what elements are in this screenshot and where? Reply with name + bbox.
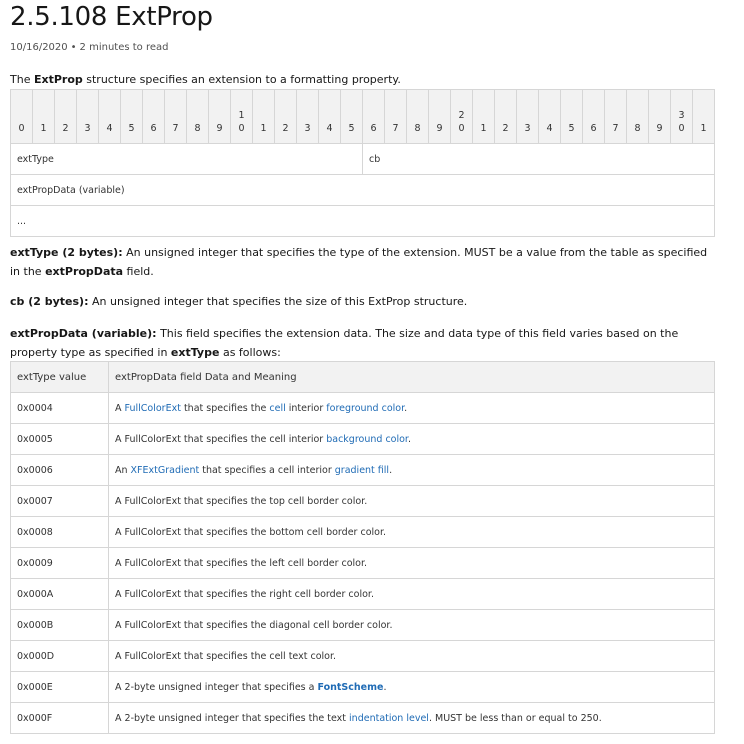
- bit-number: [341, 90, 363, 144]
- exttype-value-cell: 0x000A: [11, 579, 109, 610]
- bit-row-3: [11, 206, 715, 237]
- reference-link[interactable]: FullColorExt: [124, 402, 181, 414]
- field-ellipsis: ...: [11, 206, 715, 237]
- meaning-cell: [109, 579, 715, 610]
- bit-tens-digit: [495, 110, 516, 123]
- table-row: [11, 517, 715, 548]
- bit-number: [473, 90, 495, 144]
- cb-text: An unsigned integer that specifies the size of this ExtProp structure.: [88, 295, 468, 308]
- meaning-text: .: [383, 681, 387, 693]
- bit-ones-digit: 7: [612, 123, 619, 134]
- meaning-text: A 2-byte unsigned integer that specifies a: [115, 681, 318, 693]
- exttype-value-cell: 0x0009: [11, 548, 109, 579]
- bit-number: [275, 90, 297, 144]
- meaning-cell: [109, 393, 715, 424]
- bit-number: [187, 90, 209, 144]
- bit-number: [297, 90, 319, 144]
- bit-tens-digit: [561, 110, 582, 123]
- table-row: [11, 393, 715, 424]
- bit-ones-digit: 3: [524, 123, 531, 134]
- bit-number: [385, 90, 407, 144]
- bit-ones-digit: 2: [62, 123, 69, 134]
- reference-link[interactable]: cell: [269, 402, 286, 414]
- meaning-cell: [109, 517, 715, 548]
- bit-tens-digit: [187, 110, 208, 123]
- meaning-cell: [109, 703, 715, 734]
- values-header-row: [11, 362, 715, 393]
- bit-number: [605, 90, 627, 144]
- bit-ones-digit: 9: [216, 123, 223, 134]
- meaning-cell: [109, 610, 715, 641]
- bit-tens-digit: [121, 110, 142, 123]
- bit-ones-digit: 8: [414, 123, 421, 134]
- bit-number: [77, 90, 99, 144]
- bit-tens-digit: [363, 110, 384, 123]
- bit-number: [319, 90, 341, 144]
- bit-number: [55, 90, 77, 144]
- exttype-values-table: [10, 361, 715, 734]
- bit-ones-digit: 0: [678, 123, 685, 134]
- table-row: [11, 672, 715, 703]
- exttype-value-cell: 0x0007: [11, 486, 109, 517]
- bit-number: [693, 90, 715, 144]
- bit-ones-digit: 1: [700, 123, 707, 134]
- bit-ones-digit: 0: [238, 123, 245, 134]
- bit-ones-digit: 8: [194, 123, 201, 134]
- bit-tens-digit: [385, 110, 406, 123]
- col-header-value: extType value: [11, 362, 109, 393]
- extpropdata-term: extPropData (variable):: [10, 327, 157, 340]
- bit-tens-digit: [209, 110, 230, 123]
- meaning-text: that specifies a cell interior: [199, 464, 335, 476]
- meaning-text: A FullColorExt that specifies the left cell border color.: [115, 557, 368, 569]
- bit-ones-digit: 1: [480, 123, 487, 134]
- bit-tens-digit: [539, 110, 560, 123]
- exttype-value-cell: 0x0005: [11, 424, 109, 455]
- bit-tens-digit: [319, 110, 340, 123]
- exttype-value-cell: 0x0008: [11, 517, 109, 548]
- field-exttype: extType: [11, 144, 363, 175]
- meaning-text: A FullColorExt that specifies the right cell border color.: [115, 588, 374, 600]
- bit-number: [99, 90, 121, 144]
- cb-term: cb (2 bytes):: [10, 295, 89, 308]
- bit-ones-digit: 4: [546, 123, 553, 134]
- table-row: [11, 548, 715, 579]
- bit-number: [121, 90, 143, 144]
- article-meta: [10, 42, 168, 53]
- bit-ones-digit: 1: [260, 123, 267, 134]
- bit-number: [33, 90, 55, 144]
- bit-tens-digit: [33, 110, 54, 123]
- meaning-text: A 2-byte unsigned integer that specifies the text: [115, 712, 350, 724]
- article-date: 10/16/2020: [10, 42, 68, 53]
- reference-link[interactable]: background color: [326, 433, 408, 445]
- bit-ones-digit: 7: [172, 123, 179, 134]
- bit-tens-digit: [253, 110, 274, 123]
- bit-tens-digit: 2: [458, 110, 465, 121]
- bit-number: [495, 90, 517, 144]
- exttype-ref: extPropData: [45, 265, 124, 278]
- bit-tens-digit: [583, 110, 604, 123]
- bit-ones-digit: 8: [634, 123, 641, 134]
- bit-tens-digit: [627, 110, 648, 123]
- bit-ones-digit: 4: [106, 123, 113, 134]
- meaning-text: that specifies the: [180, 402, 270, 414]
- table-row: [11, 486, 715, 517]
- table-row: [11, 579, 715, 610]
- bit-number: [451, 90, 473, 144]
- read-time: 2 minutes to read: [79, 42, 169, 53]
- bit-number: [363, 90, 385, 144]
- table-row: [11, 703, 715, 734]
- bit-number: [407, 90, 429, 144]
- structure-name: ExtProp: [33, 73, 83, 86]
- bit-number: [209, 90, 231, 144]
- bit-ones-digit: 6: [590, 123, 597, 134]
- cb-description: [10, 292, 714, 311]
- bit-tens-digit: [341, 110, 362, 123]
- bit-number: [583, 90, 605, 144]
- bit-ones-digit: 0: [458, 123, 465, 134]
- bit-number: [671, 90, 693, 144]
- bit-number: [649, 90, 671, 144]
- exttype-value-cell: 0x0006: [11, 455, 109, 486]
- field-cb: cb: [363, 144, 715, 175]
- exttype-value-cell: 0x000D: [11, 641, 109, 672]
- table-row: [11, 610, 715, 641]
- exttype-term: extType (2 bytes):: [10, 246, 123, 259]
- col-header-meaning: extPropData field Data and Meaning: [109, 362, 715, 393]
- exttype-description: [10, 243, 714, 281]
- reference-link[interactable]: indentation level: [349, 712, 429, 724]
- extpropdata-ref: extType: [170, 346, 220, 359]
- bit-tens-digit: [693, 110, 714, 123]
- bit-ones-digit: 4: [326, 123, 333, 134]
- bit-number: [165, 90, 187, 144]
- field-extpropdata: extPropData (variable): [11, 175, 715, 206]
- meaning-text: A FullColorExt that specifies the cell text color.: [115, 650, 337, 662]
- bit-ones-digit: 2: [502, 123, 509, 134]
- bit-layout-table: [10, 89, 715, 237]
- bit-number: [561, 90, 583, 144]
- table-row: [11, 424, 715, 455]
- exttype-text: An unsigned integer that specifies the type of the extension. MUST be a value from the table as specified in the: [10, 246, 708, 278]
- bit-tens-digit: [165, 110, 186, 123]
- bit-tens-digit: [473, 110, 494, 123]
- intro-paragraph: [10, 73, 401, 86]
- table-row: [11, 641, 715, 672]
- meaning-text: .: [407, 433, 411, 445]
- bit-ones-digit: 3: [304, 123, 311, 134]
- bit-ones-digit: 0: [18, 123, 25, 134]
- bit-tens-digit: [99, 110, 120, 123]
- meaning-text: A FullColorExt that specifies the top cell border color.: [115, 495, 368, 507]
- bit-ones-digit: 9: [656, 123, 663, 134]
- bit-ones-digit: 5: [568, 123, 575, 134]
- bit-tens-digit: [297, 110, 318, 123]
- meaning-text: An: [115, 464, 131, 476]
- meaning-text: . MUST be less than or equal to 250.: [428, 712, 602, 724]
- meaning-cell: [109, 672, 715, 703]
- bit-number: [143, 90, 165, 144]
- bit-ones-digit: 2: [282, 123, 289, 134]
- exttype-value-cell: 0x000B: [11, 610, 109, 641]
- meaning-cell: [109, 641, 715, 672]
- meaning-text: .: [389, 464, 393, 476]
- bit-ones-digit: 6: [370, 123, 377, 134]
- meaning-cell: [109, 424, 715, 455]
- bit-tens-digit: [517, 110, 538, 123]
- bit-tens-digit: 3: [678, 110, 685, 121]
- bit-number: [11, 90, 33, 144]
- reference-link[interactable]: XFExtGradient: [130, 464, 200, 476]
- meta-separator: •: [70, 42, 77, 53]
- reference-link[interactable]: foreground color: [326, 402, 405, 414]
- exttype-value-cell: 0x0004: [11, 393, 109, 424]
- exttype-text-end: field.: [123, 265, 154, 278]
- bit-header-row: [11, 90, 715, 144]
- meaning-cell: [109, 486, 715, 517]
- bit-tens-digit: [275, 110, 296, 123]
- bit-number: [539, 90, 561, 144]
- meaning-text: .: [404, 402, 408, 414]
- bit-tens-digit: [605, 110, 626, 123]
- meaning-cell: [109, 455, 715, 486]
- bit-row-2: [11, 175, 715, 206]
- meaning-text: interior: [285, 402, 327, 414]
- exttype-value-cell: 0x000E: [11, 672, 109, 703]
- extpropdata-text-end: as follows:: [219, 346, 281, 359]
- bit-tens-digit: [407, 110, 428, 123]
- bit-tens-digit: [649, 110, 670, 123]
- bit-tens-digit: [77, 110, 98, 123]
- exttype-value-cell: 0x000F: [11, 703, 109, 734]
- bit-ones-digit: 5: [128, 123, 135, 134]
- intro-text-end: structure specifies an extension to a formatting property.: [82, 73, 401, 86]
- meaning-text: A: [115, 402, 125, 414]
- meaning-text: A FullColorExt that specifies the cell interior: [115, 433, 327, 445]
- meaning-text: A FullColorExt that specifies the diagonal cell border color.: [115, 619, 393, 631]
- bit-tens-digit: [11, 110, 32, 123]
- bit-ones-digit: 5: [348, 123, 355, 134]
- bit-tens-digit: [143, 110, 164, 123]
- bit-row-1: [11, 144, 715, 175]
- bit-tens-digit: [55, 110, 76, 123]
- bit-number: [429, 90, 451, 144]
- meaning-cell: [109, 548, 715, 579]
- bit-number: [627, 90, 649, 144]
- bit-ones-digit: 7: [392, 123, 399, 134]
- bit-ones-digit: 6: [150, 123, 157, 134]
- bit-number: [231, 90, 253, 144]
- bit-number: [517, 90, 539, 144]
- reference-link[interactable]: gradient fill: [334, 464, 390, 476]
- bit-ones-digit: 1: [40, 123, 47, 134]
- bit-tens-digit: [429, 110, 450, 123]
- values-body: [11, 393, 715, 734]
- bit-tens-digit: 1: [238, 110, 245, 121]
- extpropdata-text: This field specifies the extension data. The size and data type of this field varies based on the property type as specified in: [10, 327, 679, 359]
- extpropdata-description: [10, 324, 714, 362]
- bit-ones-digit: 3: [84, 123, 91, 134]
- meaning-text: A FullColorExt that specifies the bottom cell border color.: [115, 526, 387, 538]
- table-row: [11, 455, 715, 486]
- reference-link[interactable]: FontScheme: [317, 681, 384, 693]
- bit-ones-digit: 9: [436, 123, 443, 134]
- bit-number: [253, 90, 275, 144]
- page-title: 2.5.108 ExtProp: [10, 2, 213, 32]
- intro-text: The: [10, 73, 34, 86]
